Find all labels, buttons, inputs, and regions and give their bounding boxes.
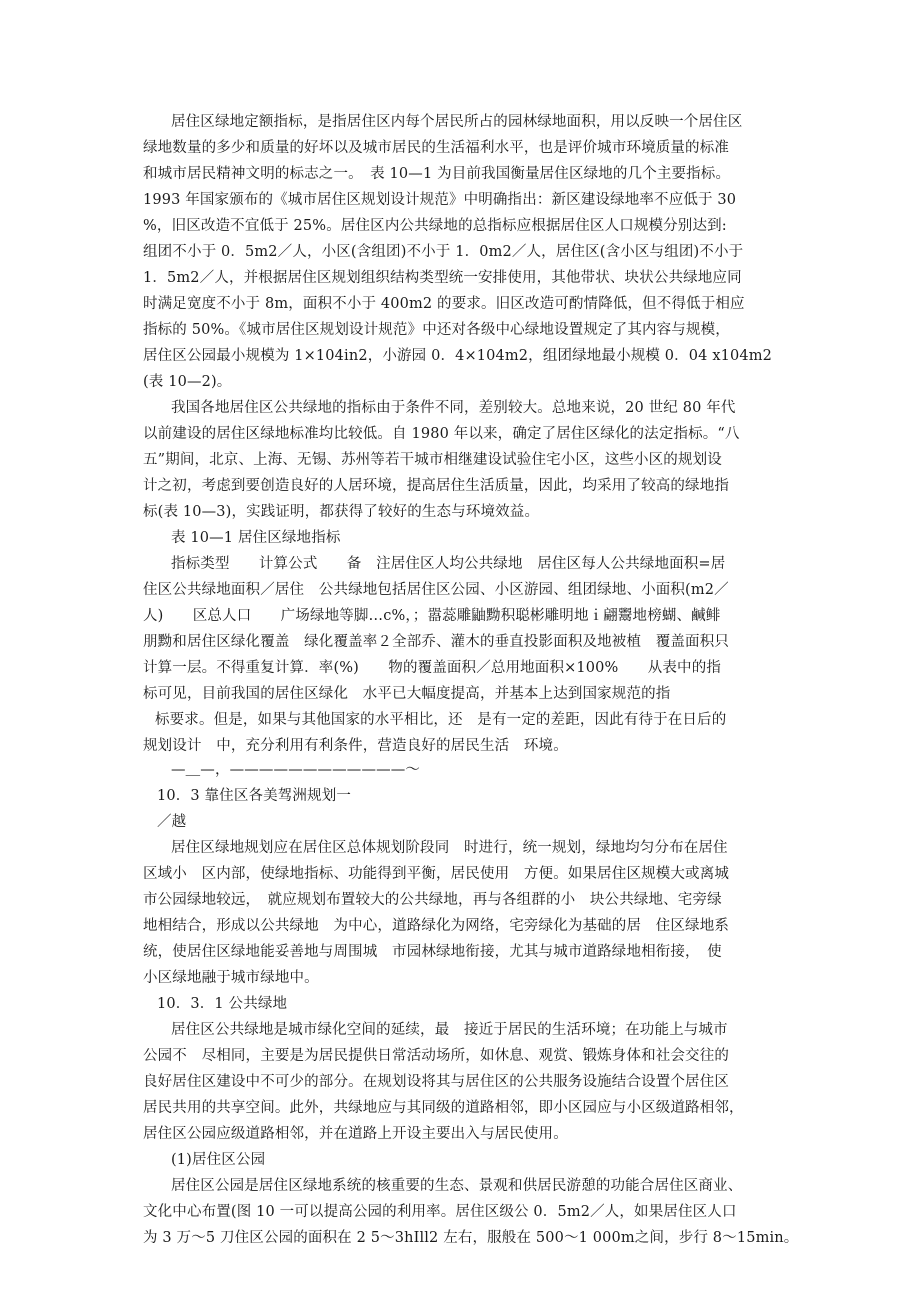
text-line: 规划设计 中，充分利用有利条件，营造良好的居民生活 环境。 — [143, 738, 568, 754]
text-line: 人) 区总人口 广场绿地等脚…c%，；嚣蕊雕鼬黝积聪彬雕明地ｉ翩鬻地榜蝴、鹹鲱 — [143, 608, 721, 624]
text-line: 和城市居民精神文明的标志之一。 表 10—1 为目前我国衡量居住区绿地的几个主要指标。 — [143, 166, 731, 182]
text-line: 统，使居住区绿地能妥善地与周围城 市园林绿地衔接，尤其与城市道路绿地相衔接， 使 — [143, 944, 722, 960]
text-line: 标可见，目前我国的居住区绿化 水平已大幅度提高，并基本上达到国家规范的指 — [143, 686, 671, 702]
text-line: 计之初，考虑到要创造良好的人居环境，提高居住生活质量，因此，均采用了较高的绿地指 — [143, 478, 729, 494]
separator-line: —＿—，————————————～ — [171, 762, 421, 778]
subsection-heading: 10．3．1 公共绿地 — [157, 996, 288, 1012]
text-line: 组团不小于 0．5m2／人，小区(含组团)不小于 1．0m2／人，居住区(含小区与组团)不小于 — [143, 244, 744, 260]
text-line: ／越 — [157, 814, 187, 830]
text-line: 时满足宽度不小于 8m，面积不小于 400m2 的要求。旧区改造可酌情降低，但不得低于相应 — [143, 296, 745, 312]
text-line: 地相结合，形成以公共绿地 为中心，道路绿化为网络，宅旁绿化为基础的居 住区绿地系 — [143, 918, 729, 934]
text-line: 住区公共绿地面积／居住 公共绿地包括居住区公园、小区游园、组团绿地、小面积(m2／ — [143, 582, 729, 598]
text-line: 文化中心布置(图 10 一可以提高公园的利用率。居住区级公 0．5m2／人，如果居住区人口 — [143, 1204, 737, 1220]
text-line: (表 10—2)。 — [143, 374, 232, 390]
text-line: 居住区公园是居住区绿地系统的核重要的生态、景观和供居民游憩的功能合居住区商业、 — [171, 1178, 743, 1194]
text-line: 五”期间，北京、上海、无锡、苏州等若干城市相继建设试验住宅小区，这些小区的规划设 — [143, 452, 722, 468]
text-line: 为 3 万～5 刀住区公园的面积在 2 5～3hIll2 左右，服般在 500～1 000m之间，步行 8～15min。 — [143, 1230, 799, 1246]
text-line: 朋黝和居住区绿化覆盖 绿化覆盖率２全部乔、灌木的垂直投影面积及地被植 覆盖面积只 — [143, 634, 729, 650]
text-line: 1993 年国家颁布的《城市居住区规划设计规范》中明确指出：新区建设绿地率不应低于 30 — [143, 192, 737, 208]
text-line: 区域小 区内部，使绿地指标、功能得到平衡，居民使用 方便。如果居住区规模大或离城 — [143, 866, 729, 882]
text-line: 小区绿地融于城市绿地中。 — [143, 970, 319, 986]
item-heading: (1)居住区公园 — [171, 1152, 266, 1168]
text-line: 居住区绿地规划应在居住区总体规划阶段同 时进行，统一规划，绿地均匀分布在居住 — [171, 840, 728, 856]
text-line: 以前建设的居住区绿地标准均比较低。自 1980 年以来，确定了居住区绿化的法定指标。“八 — [143, 426, 740, 442]
text-line: 指标的 50%。《城市居住区规划设计规范》中还对各级中心绿地设置规定了其内容与规模， — [143, 322, 730, 338]
text-line: 市公园绿地较远， 就应规划布置较大的公共绿地，再与各组群的小 块公共绿地、宅旁绿 — [143, 892, 722, 908]
text-line: 指标类型 计算公式 备 注居住区人均公共绿地 居住区每人公共绿地面积=居 — [171, 556, 726, 572]
text-line: 1．5m2／人，并根据居住区规划组织结构类型统一安排使用，其他带状、块状公共绿地应同 — [143, 270, 742, 286]
text-line: 居住区公共绿地是城市绿化空间的延续，最 接近于居民的生活环境；在功能上与城市 — [171, 1022, 728, 1038]
text-line: 公园不 尽相同，主要是为居民提供日常活动场所，如休息、观赏、锻炼身体和社会交往的 — [143, 1048, 729, 1064]
text-line: 计算一层。不得重复计算．率(%) 物的覆盖面积／总用地面积×100% 从表中的指 — [143, 660, 721, 676]
text-line: 居住区公园应级道路相邻，并在道路上开设主要出入与居民使用。 — [143, 1126, 568, 1142]
text-line: 居民共用的共享空间。此外，共绿地应与其同级的道路相邻，即小区园应与小区级道路相邻， — [143, 1100, 744, 1116]
text-line: 标(表 10—3)，实践证明，都获得了较好的生态与环境效益。 — [143, 504, 540, 520]
text-line: 绿地数量的多少和质量的好坏以及城市居民的生活福利水平，也是评价城市环境质量的标准 — [143, 140, 729, 156]
text-line: 标要求。但是，如果与其他国家的水平相比，还 是有一定的差距，因此有待于在日后的 — [155, 712, 727, 728]
text-line: %，旧区改造不宜低于 25%。居住区内公共绿地的总指标应根据居住区人口规模分别达到: — [143, 218, 727, 234]
text-line: 我国各地居住区公共绿地的指标由于条件不同，差别较大。总地来说，20 世纪 80 年代 — [171, 400, 736, 416]
section-heading: 10．3 靠住区各美驾洲规划一 — [157, 788, 352, 804]
table-caption: 表 10—1 居住区绿地指标 — [171, 530, 341, 546]
text-line: 良好居住区建设中不可少的部分。在规划设将其与居住区的公共服务设施结合设置个居住区 — [143, 1074, 729, 1090]
text-line: 居住区公园最小规模为 1×104in2，小游园 0．4×104m2，组团绿地最小规模 0．04 x104m2 — [143, 348, 773, 364]
text-line: 居住区绿地定额指标，是指居住区内每个居民所占的园林绿地面积，用以反映一个居住区 — [171, 114, 743, 130]
